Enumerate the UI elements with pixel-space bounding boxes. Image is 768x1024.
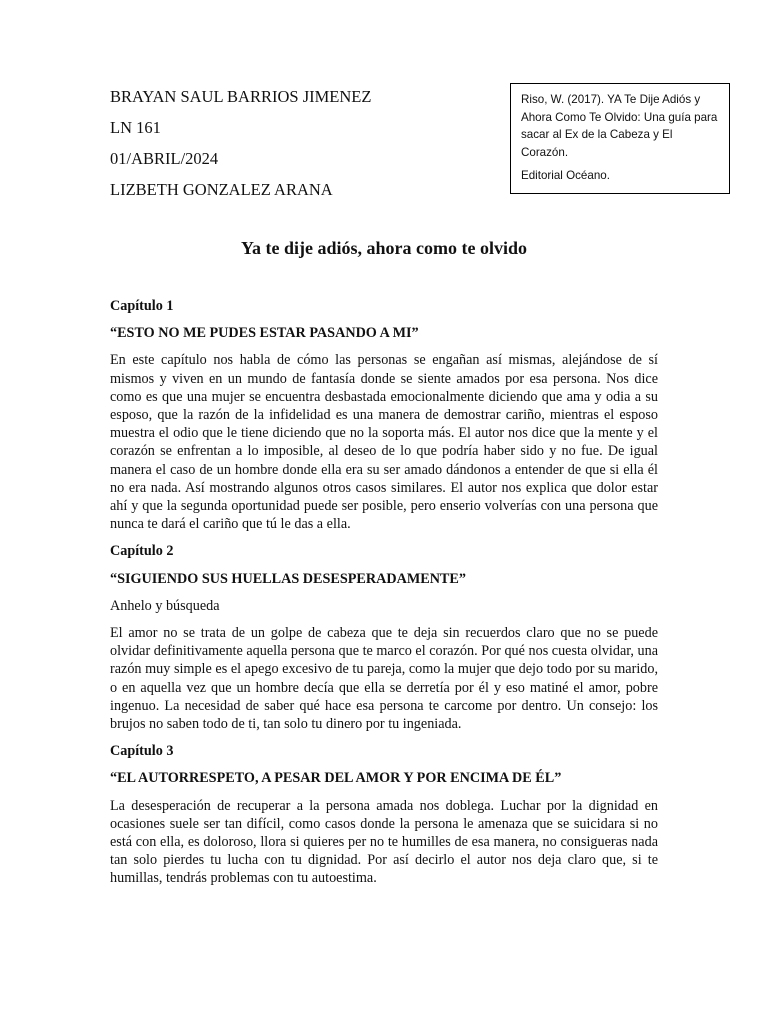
- chapter-label: Capítulo 3: [110, 743, 174, 760]
- document-title: Ya te dije adiós, ahora como te olvido: [241, 238, 527, 258]
- student-name: BRAYAN SAUL BARRIOS JIMENEZ: [110, 87, 372, 106]
- chapter-label: Capítulo 1: [110, 298, 174, 314]
- document-date: 01/ABRIL/2024: [110, 149, 219, 168]
- chapter-paragraph: La desesperación de recuperar a la persona amada nos doblega. Luchar por la dignidad en ocasiones suele ser tan difícil, como casos donde la persona le amenaza que se suicidara si no está con ella, es doloroso, llora si quieres per no te humilles de esa manera, no consigueras nada tan solo pierdes tu lucha con tu dignidad. Por así decirlo el autor nos deja claro que, si te humillas, tendrás problemas con tu autoestima.: [110, 797, 658, 887]
- chapter-heading: “ESTO NO ME PUDES ESTAR PASANDO A MI”: [110, 325, 419, 342]
- chapter-heading: “SIGUIENDO SUS HUELLAS DESESPERADAMENTE”: [110, 570, 466, 587]
- reference-publisher: Editorial Océano.: [521, 169, 610, 183]
- reference-box: [510, 83, 730, 194]
- chapter-paragraph: En este capítulo nos habla de cómo las personas se engañan así mismas, alejándose de sí mismos y viven en un mundo de fantasía donde se siente amados por esa persona. Nos dice como es que una mujer se encuentra desbastada emocionalmente diciendo que ama y odia a su esposo, que la razón de la infidelidad es una manera de demostrar cariño, mientras el esposo muestra el odio que le tiene diciendo que no la soporta más. El autor nos dice que la mente y el corazón se enfrentan a lo imposible, al deseo de lo que podría haber sido y no fue. De igual manera el caso de un hombre donde ella era su ser amado dándonos a entender de que si ella él no era nada. Así mostrando algunos otros casos similares. El autor nos explica que dolor estar ahí y que la segunda oportunidad puede ser posible, pero enserio volverías con una persona que nunca te dará el cariño que tú le das a ella.: [110, 352, 658, 533]
- document-body: [110, 297, 658, 897]
- teacher-name: LIZBETH GONZALEZ ARANA: [110, 180, 333, 199]
- chapter-1: [110, 297, 658, 533]
- chapter-heading: “EL AUTORRESPETO, A PESAR DEL AMOR Y POR ENCIMA DE ÉL”: [110, 770, 562, 787]
- group-code: LN 161: [110, 118, 161, 137]
- chapter-label: Capítulo 2: [110, 543, 174, 560]
- chapter-paragraph: El amor no se trata de un golpe de cabeza que te deja sin recuerdos claro que no se puede olvidar definitivamente aquella persona que te marco el corazón. Por qué nos cuesta olvidar, una razón muy simple es el apego excesivo de tu pareja, como la mujer que dejo todo por su marido, o en aquella vez que un hombre decía que ella se derretía por él y eso matiné el amor, pobre ingenuo. La necesidad de saber qué hace esa persona te carcome por dentro. Un consejo: los brujos no saben todo de ti, tan solo tu dinero por tu ingeniada.: [110, 625, 658, 733]
- chapter-3: [110, 742, 658, 887]
- reference-citation: Riso, W. (2017). YA Te Dije Adiós y Ahora Como Te Olvido: Una guía para sacar al Ex de la Cabeza y El Corazón.: [521, 93, 718, 159]
- chapter-subheading: Anhelo y búsqueda: [110, 597, 220, 614]
- chapter-2: [110, 542, 658, 733]
